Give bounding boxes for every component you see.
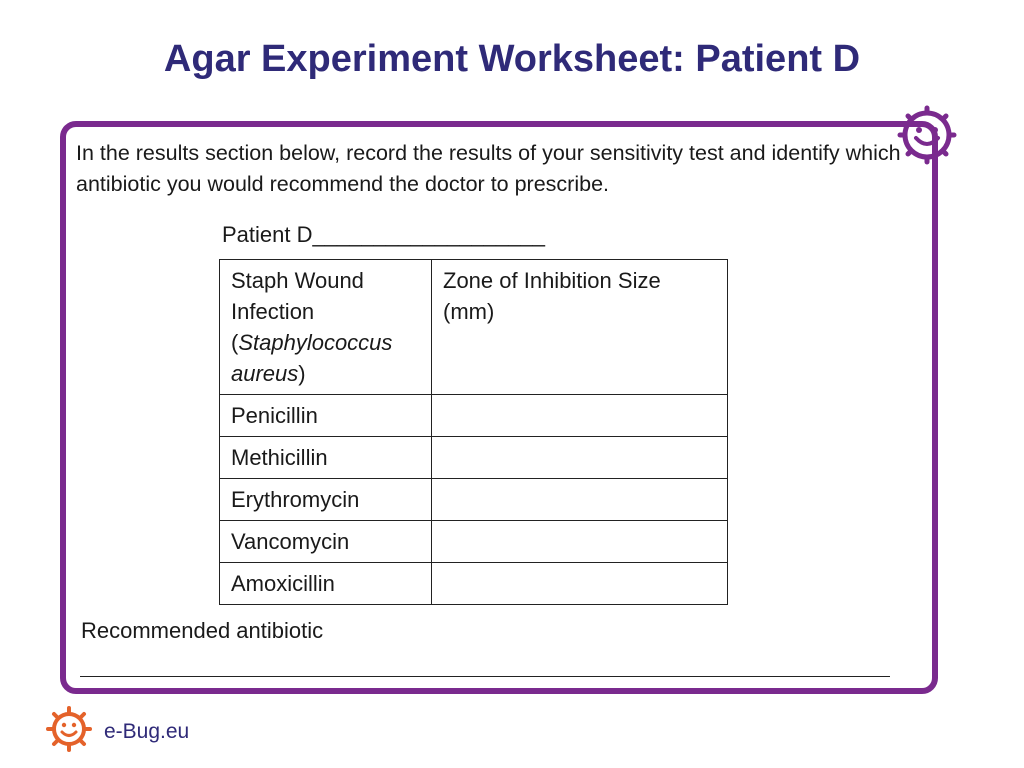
header-organism-italic: Staphylococcus aureus: [231, 330, 393, 386]
antibiotic-name: Amoxicillin: [220, 563, 432, 605]
header-organism: [220, 260, 432, 395]
antibiotic-name: Penicillin: [220, 395, 432, 437]
zone-size-cell[interactable]: [432, 395, 728, 437]
header-organism-suffix: ): [298, 361, 306, 386]
table-row: [220, 479, 728, 521]
instructions-text: In the results section below, record the results of your sensitivity test and identify which antibiotic you would recommend the doctor to prescribe.: [76, 141, 901, 196]
table-header-row: [220, 260, 728, 395]
recommended-antibiotic-answer-line[interactable]: [80, 676, 890, 677]
antibiotic-name: Erythromycin: [220, 479, 432, 521]
results-table: [219, 259, 728, 605]
zone-size-cell[interactable]: [432, 563, 728, 605]
antibiotic-name: Vancomycin: [220, 521, 432, 563]
table-row: [220, 521, 728, 563]
zone-size-cell[interactable]: [432, 521, 728, 563]
page-title: Agar Experiment Worksheet: Patient D: [163, 38, 861, 80]
bug-logo-icon: [44, 703, 94, 753]
table-row: [220, 395, 728, 437]
zone-size-cell[interactable]: [432, 437, 728, 479]
header-organism-prefix: Staph Wound Infection (: [231, 268, 364, 355]
header-zone-size: Zone of Inhibition Size (mm): [432, 260, 728, 395]
patient-name-line: Patient D___________________: [222, 222, 545, 247]
recommended-antibiotic-label: Recommended antibiotic: [81, 618, 324, 643]
table-row: [220, 437, 728, 479]
zone-size-cell[interactable]: [432, 479, 728, 521]
logo-text: e-Bug.eu: [104, 720, 190, 743]
table-row: [220, 563, 728, 605]
antibiotic-name: Methicillin: [220, 437, 432, 479]
